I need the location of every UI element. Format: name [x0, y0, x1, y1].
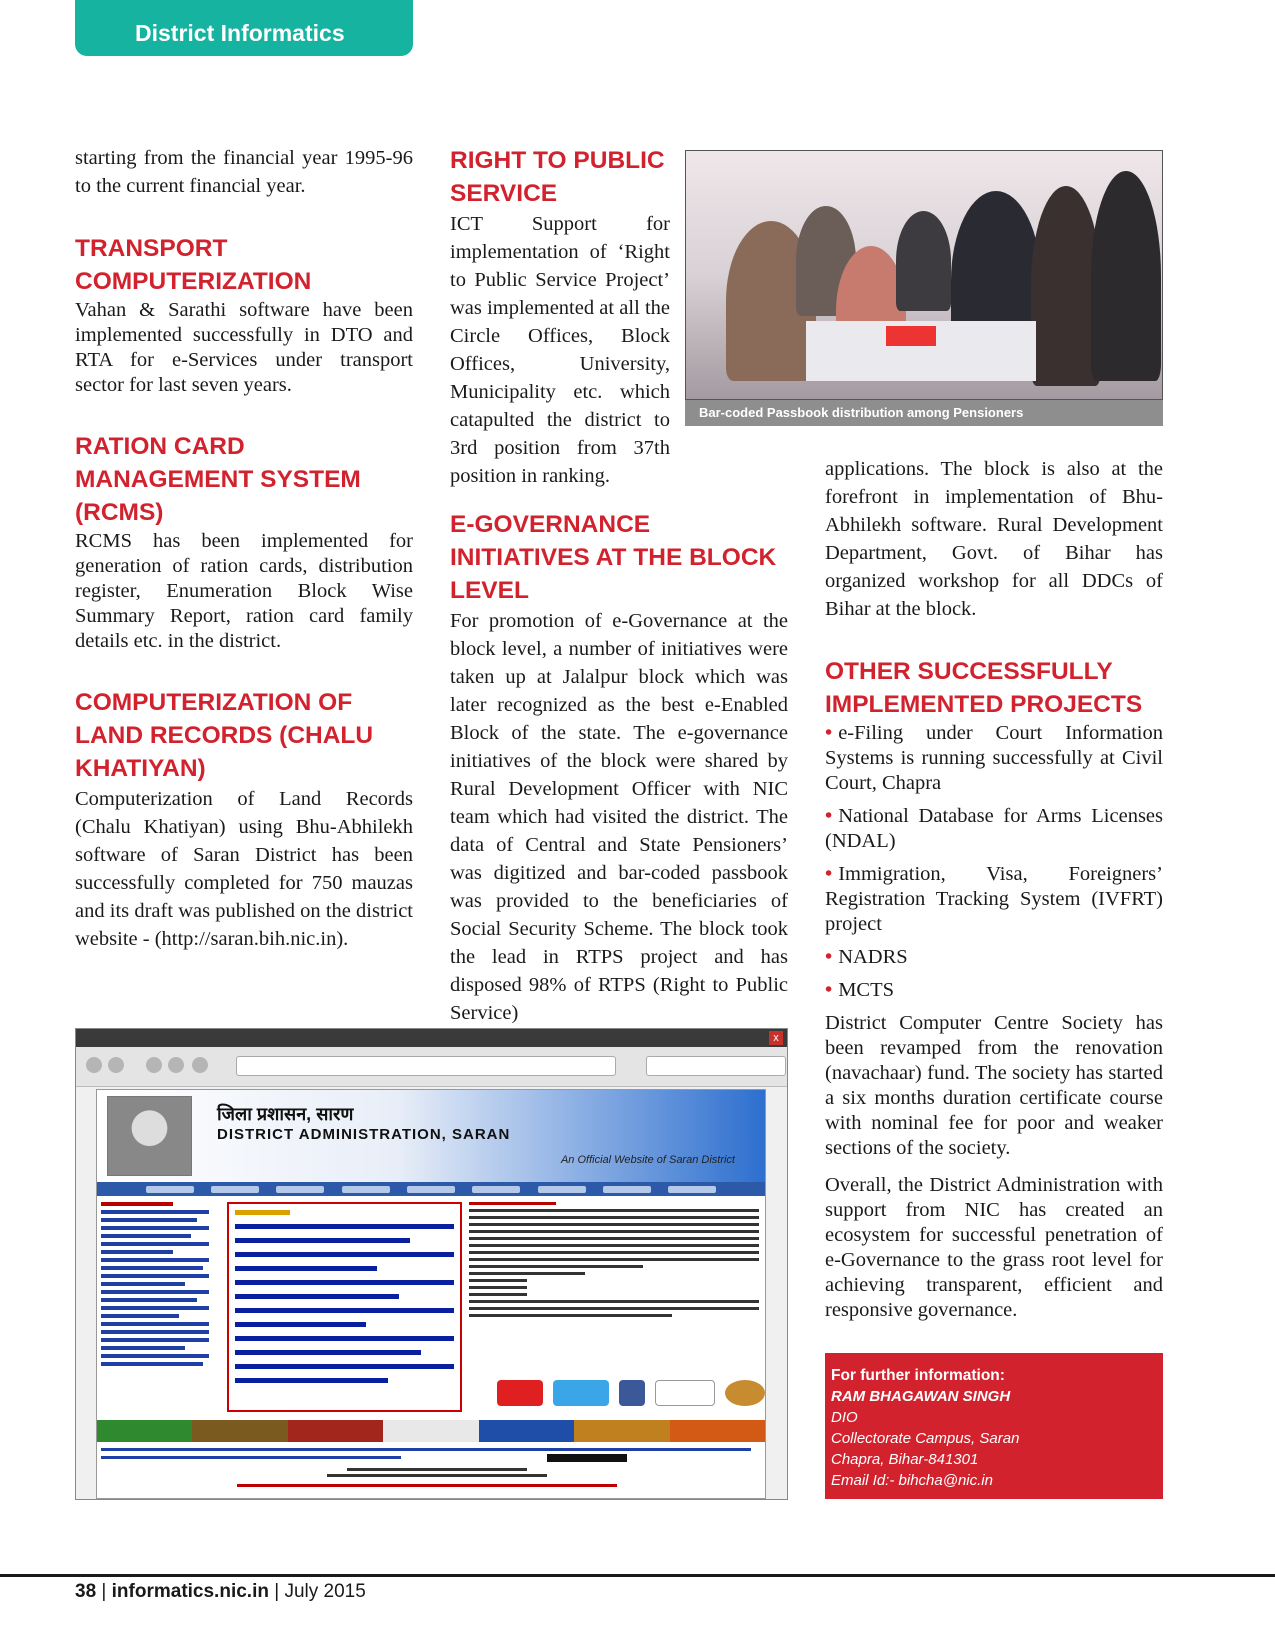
bullet-icon: •: [825, 805, 833, 827]
forward-icon: [108, 1057, 124, 1073]
projects-list: [825, 721, 1163, 1003]
column-left: [75, 144, 413, 953]
back-icon: [86, 1057, 102, 1073]
list-item: • National Database for Arms Licenses (NDAL): [825, 805, 1163, 852]
contact-name: RAM BHAGAWAN SINGH: [831, 1388, 1011, 1405]
contact-designation: DIO: [831, 1409, 858, 1426]
site-banner: [97, 1090, 765, 1182]
footer-date: July 2015: [284, 1581, 366, 1602]
rcms-paragraph: RCMS has been implemented for generation of ration cards, distribution register, Enumeration Block Wise Summary Report, ration card family details etc. in the district.: [75, 530, 413, 652]
facebook-icon: [619, 1380, 645, 1406]
facebook-page-label: [655, 1380, 715, 1406]
contact-box: [825, 1353, 1163, 1499]
rtps-paragraph: ICT Support for implementation of ‘Right to Public Service Project’ was implemented at all the Circle Offices, Block Offices, University, Municipality etc. which catapulted the district to 3rd position from 37th position in ranking.: [450, 213, 670, 487]
transport-heading: TRANSPORT COMPUTERIZATION: [75, 235, 312, 295]
page-number: 38: [75, 1581, 97, 1602]
site-menu: [97, 1182, 765, 1196]
section-tab-label: District Informatics: [135, 20, 345, 46]
youtube-icon: [497, 1380, 543, 1406]
land-records-paragraph: Computerization of Land Records (Chalu Khatiyan) using Bhu-Abhilekh software of Saran District has been successfully completed for 750 mauzas and its draft was published on the district website - (http://saran.bih.nic.in).: [75, 788, 413, 950]
footer-separator: |: [101, 1581, 107, 1602]
home-icon: [192, 1057, 208, 1073]
block-continued-paragraph: applications. The block is also at the forefront in implementation of Bhu-Abhilekh software. Rural Development Department, Govt. of Bihar has organized workshop for all DDCs of Bihar at the block.: [825, 458, 1163, 620]
browser-search-box: [646, 1056, 786, 1076]
dccs-paragraph: District Computer Centre Society has been revamped from the renovation (navachaar) fund. The society has started a six months duration certificate course with nominal fee for poor and weaker sections of the society.: [825, 1012, 1163, 1159]
pensioners-photo: [685, 150, 1163, 400]
egov-block-paragraph: For promotion of e-Governance at the block level, a number of initiatives were taken up at Jalalpur block which was later recognized as the best e-Enabled Block of the state. The e-governance initiatives of the block were shared by Rural Development Officer with NIC team which had visited the district. The data of Central and State Pensioners’ was digitized and bar-coded passbook was provided to the beneficiaries of Social Security Scheme. The block took the lead in RTPS project and has disposed 98% of RTPS (Right to Public Service): [450, 610, 788, 1024]
close-icon: x: [769, 1031, 783, 1045]
social-icons: [497, 1380, 765, 1406]
page-footer: [75, 1581, 366, 1603]
transport-paragraph: Vahan & Sarathi software have been implemented successfully in DTO and RTA for e-Services under transport sector for last seven years.: [75, 299, 413, 396]
emblem-icon: [725, 1380, 765, 1406]
list-item: • MCTS: [825, 979, 895, 1001]
twitter-icon: [553, 1380, 609, 1406]
contact-heading: For further information:: [831, 1367, 1005, 1384]
contact-address-line2: Chapra, Bihar-841301: [831, 1451, 979, 1468]
stop-icon: [168, 1057, 184, 1073]
rcms-heading: RATION CARD MANAGEMENT SYSTEM (RCMS): [75, 433, 361, 526]
list-item: • e-Filing under Court Information Systems is running successfully at Civil Court, Chapra: [825, 722, 1163, 794]
footer-rule: [0, 1574, 1275, 1577]
window-titlebar: [76, 1029, 787, 1047]
address-bar: [236, 1056, 616, 1076]
bullet-icon: •: [825, 979, 833, 1001]
section-tab: [75, 0, 413, 56]
important-links: [101, 1202, 221, 1412]
latest-news: [227, 1202, 462, 1412]
refresh-icon: [146, 1057, 162, 1073]
portal-links-strip: [97, 1420, 765, 1442]
site-title-hindi: जिला प्रशासन, सारण: [217, 1104, 354, 1124]
egov-block-heading: E-GOVERNANCE INITIATIVES AT THE BLOCK LEVEL: [450, 511, 777, 604]
website-screenshot: [75, 1028, 788, 1500]
overall-paragraph: Overall, the District Administration with support from NIC has created an ecosystem for successful penetration of e-Governance to the grass root level for achieving transparent, efficient and responsive governance.: [825, 1174, 1163, 1321]
site-tagline: An Official Website of Saran District: [560, 1154, 735, 1166]
bullet-icon: •: [825, 946, 833, 968]
photo-caption: Bar-coded Passbook distribution among Pensioners: [685, 400, 1163, 426]
column-right: [825, 455, 1163, 1323]
portrait-image: [107, 1096, 192, 1176]
other-projects-heading: OTHER SUCCESSFULLY IMPLEMENTED PROJECTS: [825, 658, 1143, 718]
rtps-heading: RIGHT TO PUBLIC SERVICE: [450, 147, 665, 207]
intro-paragraph: starting from the financial year 1995-96 to the current financial year.: [75, 147, 413, 197]
bullet-icon: •: [825, 863, 833, 885]
list-item: • NADRS: [825, 946, 908, 968]
footer-separator: |: [274, 1581, 280, 1602]
land-records-heading: COMPUTERIZATION OF LAND RECORDS (CHALU KHATIYAN): [75, 689, 374, 782]
list-item: • Immigration, Visa, Foreigners’ Registration Tracking System (IVFRT) project: [825, 863, 1163, 935]
contact-email: Email Id:- bihcha@nic.in: [831, 1472, 993, 1489]
footer-site: informatics.nic.in: [111, 1581, 269, 1602]
contact-address-line1: Collectorate Campus, Saran: [831, 1430, 1020, 1447]
bullet-icon: •: [825, 722, 833, 744]
site-title-english: DISTRICT ADMINISTRATION, SARAN: [217, 1126, 511, 1143]
browser-toolbar: [76, 1047, 787, 1087]
district-website: [96, 1089, 766, 1499]
